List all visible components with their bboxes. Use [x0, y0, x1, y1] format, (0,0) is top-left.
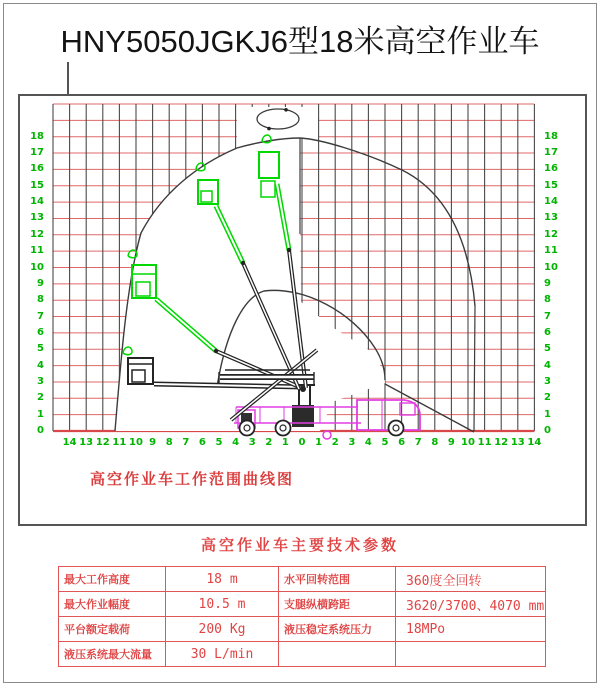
x-tick-label: 9 [447, 437, 455, 448]
y-tick-label: 2 [544, 392, 551, 404]
x-tick-label: 12 [95, 437, 110, 448]
y-tick-label: 17 [30, 147, 44, 159]
wheel-hub [244, 425, 250, 431]
x-tick-label: 4 [364, 437, 372, 448]
y-tick-label: 0 [37, 425, 44, 436]
table-row [59, 567, 546, 592]
x-tick-label: 14 [527, 437, 542, 448]
x-tick-label: 2 [331, 437, 339, 448]
y-tick-label: 17 [544, 147, 558, 159]
x-tick-label: 7 [414, 437, 422, 448]
x-tick-label: 13 [510, 437, 525, 448]
x-tick-label: 1 [315, 437, 323, 448]
x-tick-label: 12 [494, 437, 509, 448]
y-tick-label: 3 [37, 375, 44, 387]
y-tick-label: 13 [544, 212, 558, 224]
y-tick-label: 9 [544, 277, 551, 289]
y-tick-label: 11 [544, 245, 558, 257]
x-tick-label: 5 [381, 437, 389, 448]
leader-line [67, 62, 69, 95]
spec-value [396, 642, 546, 667]
spec-value: 3620/3700、4070 mm [396, 592, 546, 617]
y-tick-label: 6 [37, 326, 44, 338]
x-tick-label: 4 [232, 437, 240, 448]
spec-label: 水平回转范围 [279, 567, 396, 592]
table-row [59, 642, 546, 667]
x-tick-label: 5 [215, 437, 223, 448]
working-range-diagram [20, 96, 585, 524]
x-tick-label: 14 [62, 437, 77, 448]
y-tick-label: 4 [37, 359, 44, 371]
spec-label: 液压稳定系统压力 [279, 617, 396, 642]
x-tick-label: 7 [182, 437, 190, 448]
y-tick-label: 4 [544, 359, 551, 371]
spec-value: 30 L/min [166, 642, 279, 667]
y-tick-label: 18 [30, 130, 44, 142]
wheel-hub [393, 425, 399, 431]
x-tick-label: 0 [298, 437, 306, 448]
y-tick-label: 16 [544, 163, 558, 175]
y-tick-label: 14 [30, 196, 44, 208]
y-tick-label: 5 [37, 343, 44, 355]
y-tick-label: 18 [544, 130, 558, 142]
x-tick-label: 9 [149, 437, 157, 448]
y-tick-label: 1 [37, 408, 44, 420]
x-tick-label: 1 [281, 437, 289, 448]
y-tick-label: 5 [544, 343, 551, 355]
wheel-hub [280, 425, 286, 431]
y-tick-label: 8 [544, 294, 551, 306]
y-tick-label: 14 [544, 196, 558, 208]
x-tick-label: 10 [129, 437, 143, 448]
y-tick-label: 9 [37, 277, 44, 289]
x-tick-label: 11 [112, 437, 127, 448]
x-tick-label: 8 [431, 437, 439, 448]
y-tick-label: 15 [544, 179, 558, 191]
page-title: HNY5050JGKJ6型18米高空作业车 [60, 24, 540, 59]
x-tick-label: 8 [165, 437, 173, 448]
x-tick-label: 10 [461, 437, 475, 448]
x-tick-label: 2 [265, 437, 273, 448]
spec-label: 平台额定载荷 [59, 617, 166, 642]
y-tick-label: 7 [544, 310, 551, 322]
x-tick-label: 13 [79, 437, 94, 448]
y-tick-label: 8 [37, 294, 44, 306]
y-tick-label: 1 [544, 408, 551, 420]
table-row [59, 617, 546, 642]
spec-label: 支腿纵横跨距 [279, 592, 396, 617]
working-range-chart [18, 94, 587, 526]
y-tick-label: 13 [30, 212, 44, 224]
x-tick-label: 3 [348, 437, 356, 448]
x-tick-label: 3 [248, 437, 256, 448]
cab-window [400, 403, 415, 415]
spec-label: 最大作业幅度 [59, 592, 166, 617]
x-tick-label: 11 [477, 437, 492, 448]
y-tick-label: 10 [30, 261, 44, 273]
y-tick-label: 0 [544, 425, 551, 436]
y-tick-label: 16 [30, 163, 44, 175]
y-tick-label: 11 [30, 245, 44, 257]
spec-value: 200 Kg [166, 617, 279, 642]
table-row [59, 592, 546, 617]
y-tick-label: 7 [37, 310, 44, 322]
x-tick-label: 6 [198, 437, 206, 448]
x-tick-label: 6 [398, 437, 406, 448]
spec-label: 最大工作高度 [59, 567, 166, 592]
envelope-right-vertical [474, 306, 475, 431]
y-tick-label: 12 [30, 228, 44, 240]
spec-label [279, 642, 396, 667]
spec-label: 液压系统最大流量 [59, 642, 166, 667]
y-tick-label: 6 [544, 326, 551, 338]
y-tick-label: 10 [544, 261, 558, 273]
table-title: 高空作业车主要技术参数 [200, 537, 399, 554]
y-tick-label: 3 [544, 375, 551, 387]
spec-value: 10.5 m [166, 592, 279, 617]
envelope-right-arc [300, 138, 475, 306]
spec-table [58, 566, 546, 667]
spec-value: 18 m [166, 567, 279, 592]
chart-caption: 高空作业车工作范围曲线图 [90, 471, 295, 488]
spec-value: 360度全回转 [396, 567, 546, 592]
y-tick-label: 2 [37, 392, 44, 404]
y-tick-label: 15 [30, 179, 44, 191]
y-tick-label: 12 [544, 228, 558, 240]
spec-value: 18MPo [396, 617, 546, 642]
